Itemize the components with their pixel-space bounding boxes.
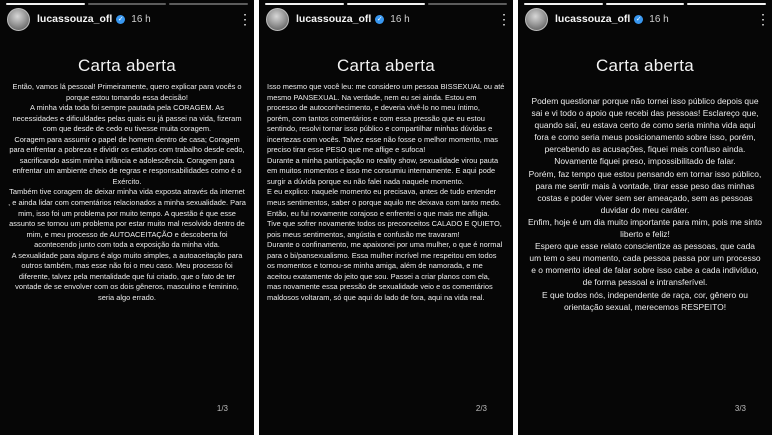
story-panel-3[interactable]	[518, 0, 772, 435]
story-text	[267, 82, 505, 303]
username[interactable]: lucassouza_ofl	[296, 13, 372, 25]
paragraph: Coragem para assumir o papel de homem dentro de casa; Coragem para enfrentar a pobreza e dividir os estudos com trabalho desde cedo, sacrificando assim minha infância e adolescência. Coragem para enfrentar um ambiente cheio de regras e responsabilidades como é o Exército.	[9, 134, 245, 186]
story-progress-bar	[265, 3, 507, 5]
progress-segment	[687, 3, 766, 5]
story-progress-bar	[6, 3, 248, 5]
paragraph: Podem questionar porque não tornei isso público depois que sai e vi todo o apoio que recebi das pessoas! Esclareço que, quando saí, eu estava certo de como seria minha vida aqui fora e como seria meus posicionamento sobre isso, porém, percebendo as acusações, fiquei mais confuso ainda. Novamente fiquei preso, impossibilitado de falar.	[531, 96, 759, 167]
story-text	[8, 82, 246, 303]
verified-badge-icon: ✓	[376, 15, 383, 23]
story-header	[266, 8, 511, 30]
username[interactable]: lucassouza_ofl	[37, 13, 113, 25]
paragraph: E eu explico: naquele momento eu precisava, antes de tudo entender meus sentimentos, saber o porque aquilo me deixava com tanto medo. Então, eu fui novamente corajoso e enfrentei o que mais me afligia. Tive que sofrer novamente todos os preconceitos CALADO E QUIETO, pois meus sentimentos, angústia e confusão me travaram!	[267, 187, 502, 239]
story-text	[528, 95, 762, 313]
paragraph: Porém, faz tempo que estou pensando em tornar isso público, para me sentir mais à vontade, tirar esse peso das minhas costas e poder viver sem ser ameaçado, sem as pessoas duvidar do meu caráter.	[528, 168, 762, 215]
verified-badge-icon: ✓	[117, 15, 124, 23]
paragraph: Enfim, hoje é um dia muito importante para mim, pois me sinto liberto e feliz!	[528, 216, 763, 240]
paragraph: Então, vamos lá pessoal! Primeiramente, quero explicar para vocês o porque estou tomando essa decisão!	[12, 82, 242, 102]
paragraph: Isso mesmo que você leu: me considero um pessoa BISSEXUAL ou até mesmo PANSEXUAL. Na verdade, nem eu sei ainda. Estou em processo de autoconhecimento, e deveria vivê-lo no meu íntimo, porém, com tantos comentários e com essa pressão que eu estou sentindo, resolvi tornar isso público e compartilhar minhas dúvidas e incertezas com vocês. Talvez esse não fosse o melhor momento, mas preciso tirar esse PESO que me aflige e sufoca!	[267, 82, 505, 155]
paragraph: Durante o confinamento, me apaixonei por uma mulher, o que é normal para o bi/pansexualismo. Essa mulher incrível me respeitou em todos os momentos e tornou-se minha amiga, além de namorada, e me aceitou exatamente do jeito que sou. Passei a criar planos com ela, mas novamente essa pressão de sexualidade veio e os comentários maldosos voltaram, só que aqui do lado de fora, aqui na vida real.	[267, 240, 503, 302]
paragraph: A sexualidade para alguns é algo muito simples, a autoaceitação para outros também, mas esse não foi o meu caso. Meu processo foi diferente, talvez pela mentalidade que fui criado, que o fato de ter vontade de se envolver com os dois gêneros, masculino e feminino, seria algo errado.	[11, 250, 243, 302]
paragraph: Durante a minha participação no reality show, sexualidade virou pauta em muitos momentos e isso me consumiu internamente. E aqui pode surgir a dúvida porque eu não falei nada naquele momento.	[267, 155, 499, 186]
page-indicator: 3/3	[734, 404, 746, 413]
progress-segment	[6, 3, 85, 5]
avatar[interactable]	[266, 8, 289, 31]
progress-segment	[428, 3, 507, 5]
paragraph: Espero que esse relato conscientize as pessoas, que cada um tem o seu momento, cada pessoa passa por um processo e o momento ideal de falar sobre isso cabe a cada indivíduo, de forma pessoal e intransferível.	[529, 241, 761, 288]
paragraph: Também tive coragem de deixar minha vida exposta através da internet , e ainda lidar com comentários relacionados a minha sexualidade. Para mim, isso foi um problema por muito tempo. A questão é que esse assunto se tornou um problema por estar muito mal resolvido dentro de mim, e meu processo de AUTOACEITAÇÃO e descoberta foi acontecendo junto com toda a exposição da minha vida.	[8, 187, 246, 250]
page-indicator: 2/3	[475, 404, 487, 413]
story-title: Carta aberta	[595, 56, 695, 75]
story-header	[7, 8, 252, 30]
avatar[interactable]	[7, 8, 30, 31]
progress-segment	[88, 3, 167, 5]
post-time: 16 h	[649, 13, 669, 25]
story-header	[525, 8, 770, 30]
paragraph: E que todos nós, independente de raça, cor, gênero ou orientação sexual, merecemos RESPEITO!	[542, 289, 748, 312]
progress-segment	[265, 3, 344, 5]
story-progress-bar	[524, 3, 766, 5]
more-options-icon[interactable]: ⋮	[238, 11, 252, 27]
page-indicator: 1/3	[216, 404, 228, 413]
verified-badge-icon: ✓	[635, 15, 642, 23]
post-time: 16 h	[131, 13, 151, 25]
progress-segment	[524, 3, 603, 5]
username[interactable]: lucassouza_ofl	[555, 13, 631, 25]
paragraph: A minha vida toda foi sempre pautada pela CORAGEM. As necessidades e dificuldades pelas quais eu já passei na vida, fizeram com que desde de cedo eu tivesse muita coragem.	[12, 103, 242, 134]
avatar[interactable]	[525, 8, 548, 31]
progress-segment	[169, 3, 248, 5]
progress-segment	[606, 3, 685, 5]
more-options-icon[interactable]: ⋮	[497, 11, 511, 27]
story-panel-1[interactable]	[0, 0, 254, 435]
story-panel-2[interactable]	[259, 0, 513, 435]
more-options-icon[interactable]: ⋮	[756, 11, 770, 27]
post-time: 16 h	[390, 13, 410, 25]
story-title: Carta aberta	[77, 56, 177, 75]
story-title: Carta aberta	[336, 56, 436, 75]
progress-segment	[347, 3, 426, 5]
